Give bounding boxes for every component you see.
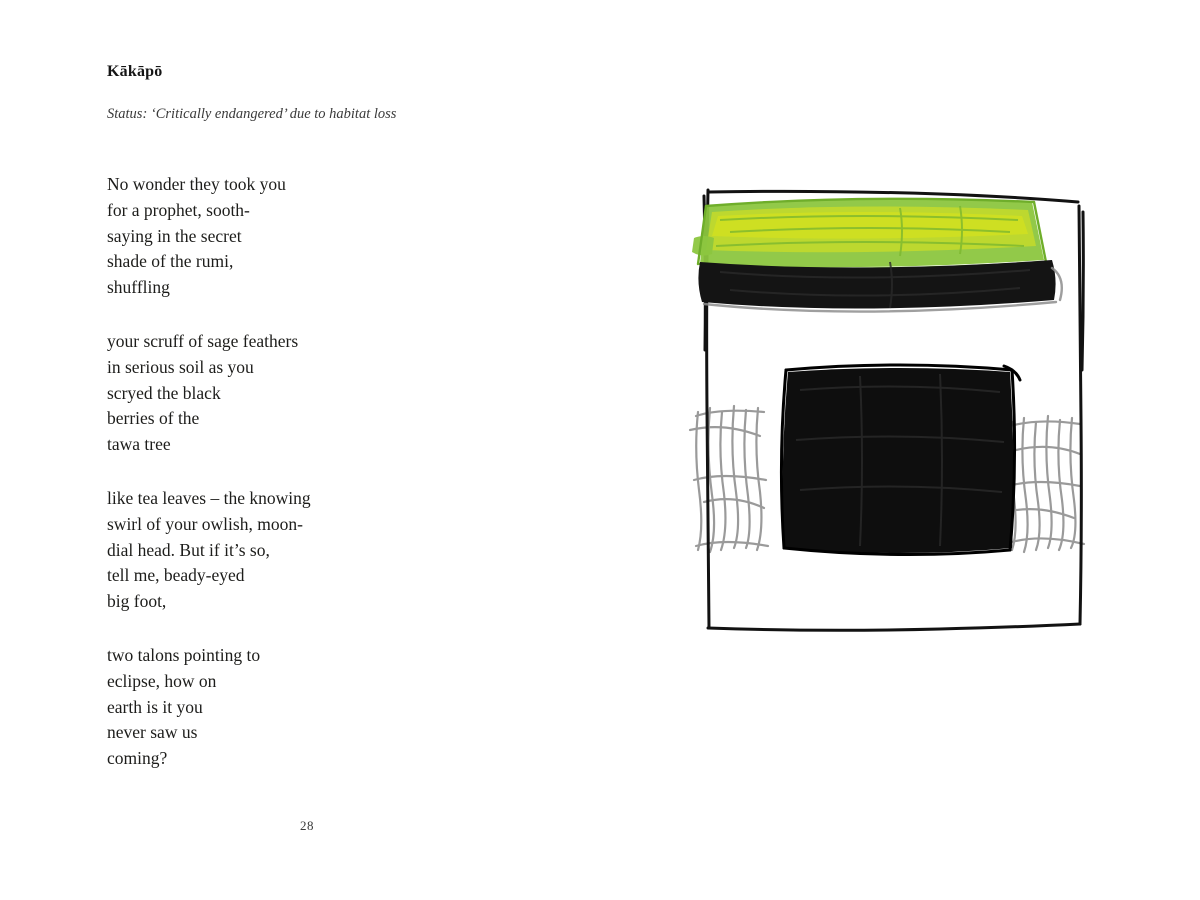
poem-line: shuffling [107,277,170,298]
poem-text-column [107,62,527,800]
stanza [107,643,527,772]
poem-line: for a prophet, sooth- [107,199,250,220]
poem-line: tawa tree [107,434,171,455]
poem-line: swirl of your owlish, moon- [107,513,303,534]
green-lid-fill [692,199,1044,267]
poem-line: coming? [107,748,168,769]
poem-line: No wonder they took you [107,174,286,195]
conservation-status-line: Status: ‘Critically endangered’ due to habitat loss [107,106,397,123]
page-title: Kākāpō [107,63,163,80]
illustration-sketch [660,150,1140,670]
poem-line: scryed the black [107,382,221,403]
gray-scribble-right [1006,416,1084,552]
stanza [107,486,527,615]
poem-line: dial head. But if it’s so, [107,539,270,560]
gray-scribble-left [690,406,768,552]
poem-line: your scruff of sage feathers [107,331,299,352]
poem-line: never saw us [107,722,198,743]
poem-line: eclipse, how on [107,670,217,691]
poem-line: tell me, beady-eyed [107,565,245,586]
poem-line: berries of the [107,408,200,429]
black-block [783,368,1014,553]
poem-line: big foot, [107,591,167,612]
page-number: 28 [300,818,314,833]
poem-line: two talons pointing to [107,644,261,665]
poem-line: earth is it you [107,696,203,717]
poem-line: like tea leaves – the knowing [107,488,311,508]
poem-line: in serious soil as you [107,356,254,377]
stanza [107,329,527,458]
crate-trap-illustration [660,150,1140,670]
stanza [107,172,527,301]
poem-line: saying in the secret [107,225,242,246]
poem-line: shade of the rumi, [107,251,234,272]
